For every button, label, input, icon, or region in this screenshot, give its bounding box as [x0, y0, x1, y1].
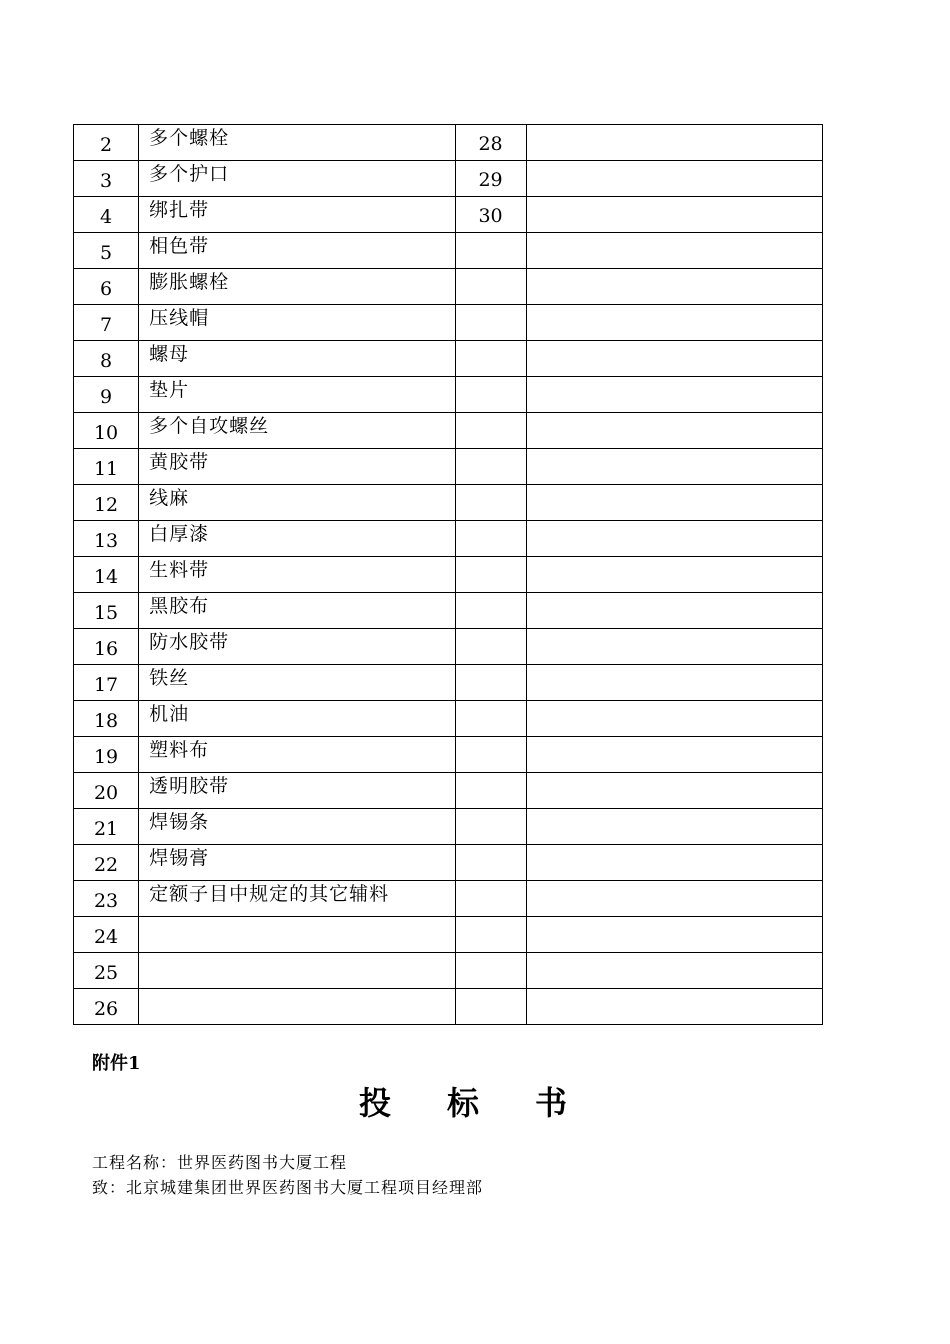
second-number-cell	[455, 593, 526, 629]
second-number-cell: 29	[455, 161, 526, 197]
recipient-line: 致：北京城建集团世界医药图书大厦工程项目经理部	[92, 1178, 484, 1197]
blank-cell	[526, 413, 822, 449]
table-row	[74, 917, 823, 953]
item-name-cell: 透明胶带	[139, 773, 455, 809]
second-number-cell	[455, 449, 526, 485]
row-number-cell: 20	[74, 773, 139, 809]
table-row	[74, 413, 823, 449]
table-row	[74, 593, 823, 629]
second-number-cell	[455, 917, 526, 953]
blank-cell	[526, 377, 822, 413]
table-row	[74, 953, 823, 989]
row-number-cell: 11	[74, 449, 139, 485]
blank-cell	[526, 485, 822, 521]
item-name-cell: 多个螺栓	[139, 125, 455, 161]
row-number-cell: 2	[74, 125, 139, 161]
second-number-cell	[455, 665, 526, 701]
row-number-cell: 15	[74, 593, 139, 629]
second-number-cell	[455, 413, 526, 449]
table-row	[74, 989, 823, 1025]
row-number-cell: 24	[74, 917, 139, 953]
second-number-cell: 30	[455, 197, 526, 233]
item-name-cell	[139, 989, 455, 1025]
second-number-cell	[455, 989, 526, 1025]
table-row	[74, 485, 823, 521]
second-number-cell	[455, 773, 526, 809]
item-name-cell: 塑料布	[139, 737, 455, 773]
second-number-cell	[455, 701, 526, 737]
annex-label: 附件1	[92, 1053, 141, 1074]
item-name-cell: 铁丝	[139, 665, 455, 701]
blank-cell	[526, 305, 822, 341]
item-name-cell: 黄胶带	[139, 449, 455, 485]
blank-cell	[526, 809, 822, 845]
second-number-cell	[455, 557, 526, 593]
table-row	[74, 737, 823, 773]
row-number-cell: 5	[74, 233, 139, 269]
item-name-cell: 压线帽	[139, 305, 455, 341]
materials-table-body	[74, 125, 823, 1025]
item-name-cell: 多个护口	[139, 161, 455, 197]
item-name-cell: 绑扎带	[139, 197, 455, 233]
second-number-cell	[455, 809, 526, 845]
blank-cell	[526, 881, 822, 917]
second-number-cell	[455, 269, 526, 305]
row-number-cell: 10	[74, 413, 139, 449]
table-row	[74, 449, 823, 485]
second-number-cell	[455, 737, 526, 773]
row-number-cell: 7	[74, 305, 139, 341]
row-number-cell: 9	[74, 377, 139, 413]
table-row	[74, 125, 823, 161]
table-row	[74, 665, 823, 701]
blank-cell	[526, 665, 822, 701]
blank-cell	[526, 989, 822, 1025]
blank-cell	[526, 341, 822, 377]
row-number-cell: 6	[74, 269, 139, 305]
item-name-cell: 螺母	[139, 341, 455, 377]
item-name-cell: 焊锡条	[139, 809, 455, 845]
second-number-cell: 28	[455, 125, 526, 161]
item-name-cell: 线麻	[139, 485, 455, 521]
row-number-cell: 14	[74, 557, 139, 593]
blank-cell	[526, 629, 822, 665]
blank-cell	[526, 521, 822, 557]
item-name-cell	[139, 953, 455, 989]
row-number-cell: 8	[74, 341, 139, 377]
item-name-cell: 白厚漆	[139, 521, 455, 557]
table-row	[74, 197, 823, 233]
table-row	[74, 377, 823, 413]
row-number-cell: 23	[74, 881, 139, 917]
blank-cell	[526, 953, 822, 989]
row-number-cell: 25	[74, 953, 139, 989]
second-number-cell	[455, 305, 526, 341]
item-name-cell: 防水胶带	[139, 629, 455, 665]
second-number-cell	[455, 233, 526, 269]
item-name-cell	[139, 917, 455, 953]
blank-cell	[526, 701, 822, 737]
table-row	[74, 845, 823, 881]
blank-cell	[526, 269, 822, 305]
blank-cell	[526, 197, 822, 233]
second-number-cell	[455, 485, 526, 521]
row-number-cell: 26	[74, 989, 139, 1025]
item-name-cell: 黑胶布	[139, 593, 455, 629]
blank-cell	[526, 737, 822, 773]
table-row	[74, 161, 823, 197]
project-name-line: 工程名称：世界医药图书大厦工程	[92, 1153, 348, 1172]
item-name-cell: 膨胀螺栓	[139, 269, 455, 305]
item-name-cell: 焊锡膏	[139, 845, 455, 881]
row-number-cell: 13	[74, 521, 139, 557]
item-name-cell: 定额子目中规定的其它辅料	[139, 881, 455, 917]
second-number-cell	[455, 341, 526, 377]
blank-cell	[526, 917, 822, 953]
row-number-cell: 18	[74, 701, 139, 737]
table-row	[74, 341, 823, 377]
table-row	[74, 881, 823, 917]
blank-cell	[526, 233, 822, 269]
item-name-cell: 机油	[139, 701, 455, 737]
second-number-cell	[455, 881, 526, 917]
row-number-cell: 4	[74, 197, 139, 233]
blank-cell	[526, 557, 822, 593]
table-row	[74, 809, 823, 845]
second-number-cell	[455, 953, 526, 989]
row-number-cell: 12	[74, 485, 139, 521]
table-row	[74, 701, 823, 737]
second-number-cell	[455, 845, 526, 881]
blank-cell	[526, 845, 822, 881]
item-name-cell: 相色带	[139, 233, 455, 269]
blank-cell	[526, 125, 822, 161]
materials-table	[73, 124, 823, 1025]
row-number-cell: 16	[74, 629, 139, 665]
blank-cell	[526, 773, 822, 809]
table-row	[74, 629, 823, 665]
second-number-cell	[455, 377, 526, 413]
row-number-cell: 22	[74, 845, 139, 881]
blank-cell	[526, 161, 822, 197]
table-row	[74, 557, 823, 593]
second-number-cell	[455, 629, 526, 665]
item-name-cell: 垫片	[139, 377, 455, 413]
item-name-cell: 多个自攻螺丝	[139, 413, 455, 449]
row-number-cell: 3	[74, 161, 139, 197]
item-name-cell: 生料带	[139, 557, 455, 593]
row-number-cell: 17	[74, 665, 139, 701]
table-row	[74, 269, 823, 305]
second-number-cell	[455, 521, 526, 557]
blank-cell	[526, 449, 822, 485]
table-row	[74, 773, 823, 809]
blank-cell	[526, 593, 822, 629]
row-number-cell: 19	[74, 737, 139, 773]
row-number-cell: 21	[74, 809, 139, 845]
table-row	[74, 521, 823, 557]
document-title: 投标书	[358, 1084, 623, 1122]
table-row	[74, 305, 823, 341]
table-row	[74, 233, 823, 269]
